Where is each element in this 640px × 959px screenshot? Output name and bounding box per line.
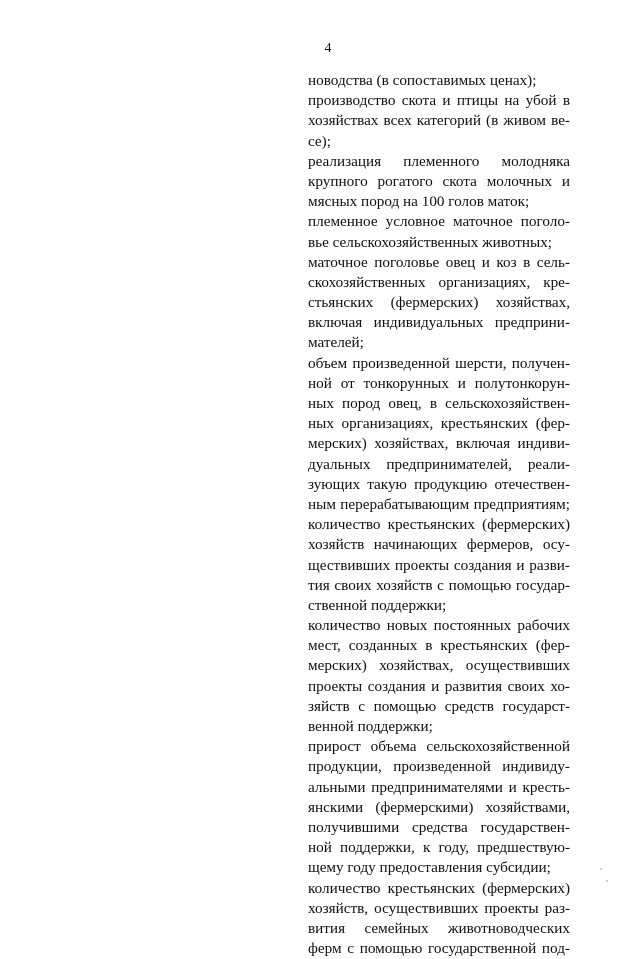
text-line: хозяйств, осуществивших проекты раз- — [308, 899, 570, 917]
text-line: вье сельскохозяйственных животных; — [308, 233, 553, 251]
text-line: племенное условное маточное поголо- — [308, 213, 570, 231]
text-line: производство скота и птицы на убой в — [308, 92, 570, 110]
text-line: ных пород овец, в сельскохозяйствен- — [308, 395, 570, 412]
text-line: крупного рогатого скота молочных и — [308, 172, 570, 190]
text-line: проекты создания и развития своих хо- — [308, 677, 570, 695]
text-line: количество крестьянских (фермерских) — [308, 879, 570, 897]
text-line: реализация племенного молодняка — [308, 152, 570, 170]
text-line: новодства (в сопоставимых ценах); — [308, 72, 537, 89]
text-line: щему году предоставления субсидии; — [308, 859, 551, 877]
text-line: скохозяйственных организациях, кре- — [308, 273, 570, 291]
text-line: зяйств с помощью средств государст- — [308, 697, 570, 715]
text-line: количество новых постоянных рабочих — [308, 617, 570, 635]
text-line: стьянских (фермерских) хозяйствах, — [308, 294, 570, 312]
text-line: мерских) хозяйствах, осуществивших — [308, 657, 570, 675]
text-line: ных организациях, крестьянских (фер- — [308, 415, 570, 433]
scan-speck — [606, 880, 608, 882]
text-column — [308, 71, 570, 959]
text-line: се); — [308, 132, 331, 150]
text-line: прирост объема сельскохозяйственной — [308, 738, 570, 756]
text-line: количество крестьянских (фермерских) — [308, 516, 570, 534]
text-line: мерских) хозяйствах, включая индиви- — [308, 435, 570, 453]
text-line: дуальных предпринимателей, реали- — [308, 455, 570, 473]
text-line: ной от тонкорунных и полутонкорун- — [308, 374, 570, 392]
text-line: ной поддержки, к году, предшествую- — [308, 839, 570, 857]
text-line: мест, созданных в крестьянских (фер- — [308, 637, 570, 655]
page-number: 4 — [324, 41, 332, 56]
text-line: объем произведенной шерсти, получен- — [308, 354, 570, 372]
text-line: тия своих хозяйств с помощью государ- — [308, 576, 570, 594]
text-line: вития семейных животноводческих — [308, 919, 570, 937]
text-line: мясных пород на 100 голов маток; — [308, 193, 530, 211]
text-line: продукции, произведенной индивиду- — [308, 758, 570, 776]
text-line: хозяйствах всех категорий (в живом ве- — [308, 112, 570, 130]
text-line: ственной поддержки; — [308, 596, 447, 614]
text-line: мателей; — [308, 334, 364, 352]
text-line: включая индивидуальных предприни- — [308, 314, 570, 332]
text-line: ществивших проекты создания и разви- — [308, 556, 570, 574]
text-line: ферм с помощью государственной под- — [308, 940, 570, 958]
text-line: ным перерабатывающим предприятиям; — [308, 495, 570, 513]
scan-speck — [600, 868, 602, 870]
text-line: венной поддержки; — [308, 718, 433, 735]
text-line: зующих такую продукцию отечествен- — [308, 475, 570, 493]
text-line: янскими (фермерскими) хозяйствами, — [308, 798, 570, 816]
text-line: альными предпринимателями и кресть- — [308, 778, 570, 796]
text-line: маточное поголовье овец и коз в сель- — [308, 253, 570, 271]
text-line: получившими средства государствен- — [308, 818, 570, 836]
text-line: хозяйств начинающих фермеров, осу- — [308, 536, 570, 554]
